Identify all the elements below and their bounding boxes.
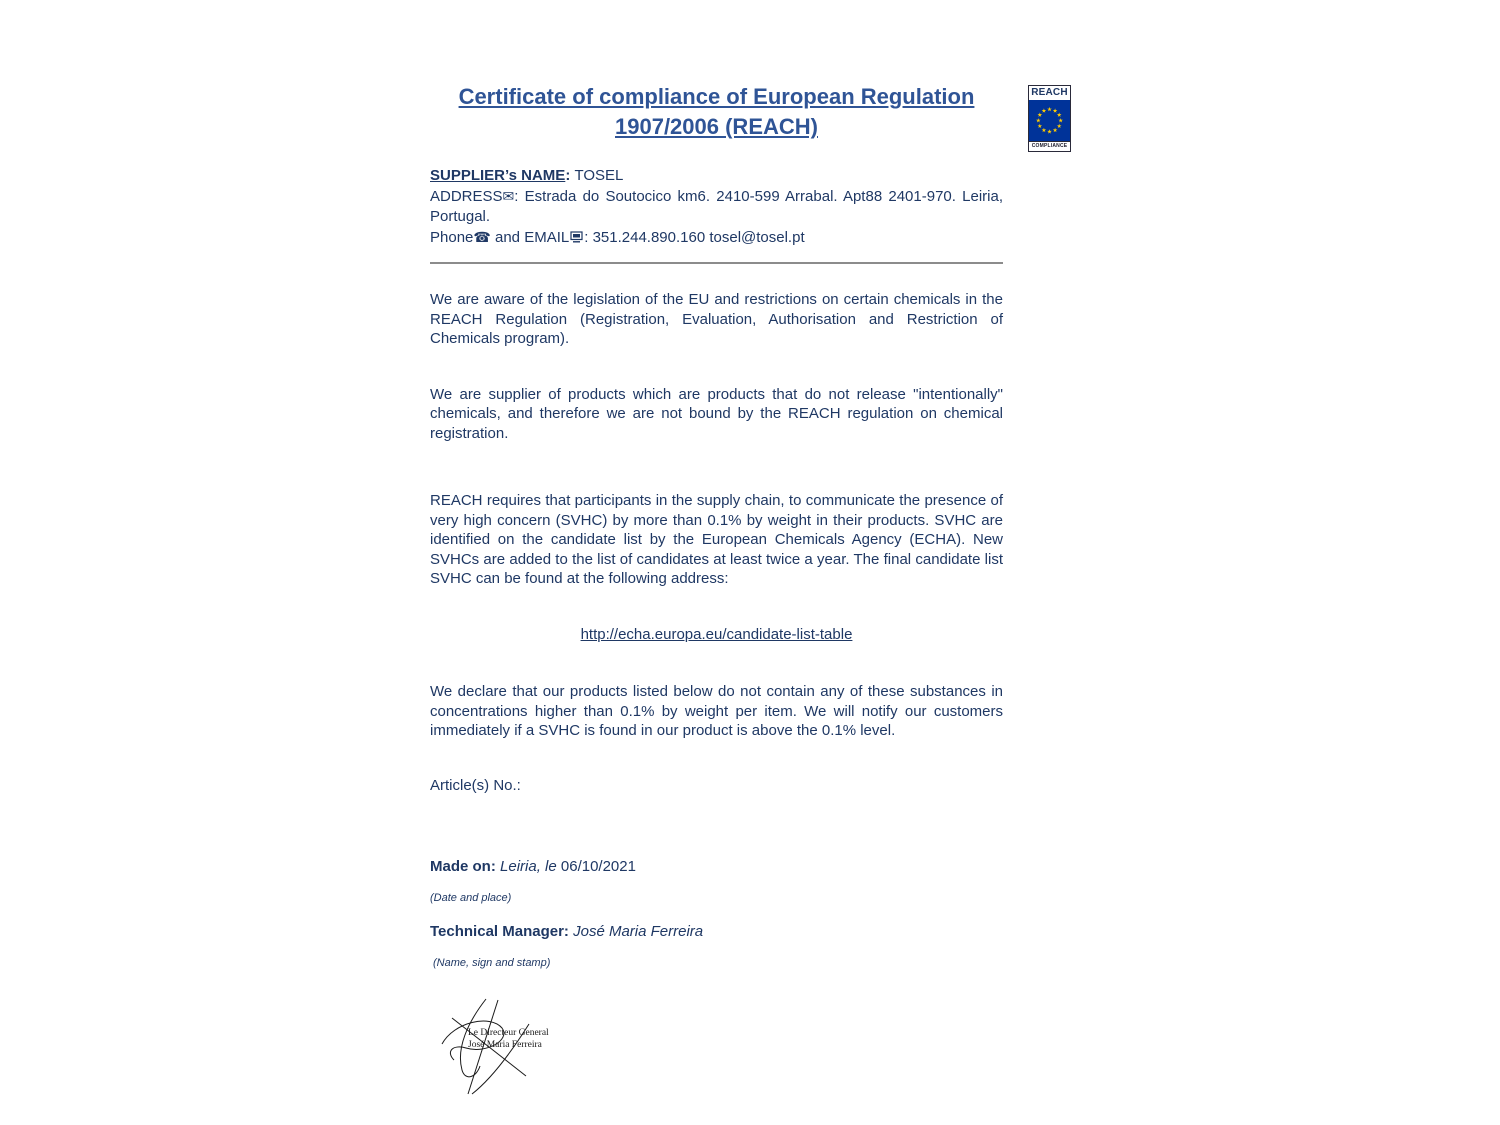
contact-value: 351.244.890.160 tosel@tosel.pt [592,229,805,246]
articles-label: Article(s) No.: [430,776,521,794]
made-on-date: 06/10/2021 [560,858,636,875]
address-label: ADDRESS [430,188,503,205]
technical-manager-name: José Maria Ferreira [568,923,704,940]
signature-line-1: Le Directeur General [468,1028,549,1038]
sign-stamp-note: (Name, sign and stamp) [433,957,551,969]
supplier-contact-line [430,227,1003,248]
reach-logo-compliance-label: COMPLIANCE [1029,141,1070,151]
title-line-2: 1907/2006 (REACH) [615,114,818,139]
phone-label: Phone [430,229,474,246]
paragraph-declaration: We declare that our products listed below do not contain any of these substances in concentrations higher than 0.1% by weight per item. We will notify our customers immediately if a SVHC is found in our product is above the 0.1% level. [430,683,1003,739]
supplier-address-line [430,186,1003,227]
signature-block [434,996,574,1101]
address-sep: : [514,188,525,205]
title-line-1: Certificate of compliance of European Regulation [458,84,975,109]
made-on-place: Leiria, le [495,858,561,875]
reach-logo-label: REACH [1031,87,1068,98]
date-place-note: (Date and place) [430,892,512,904]
signature-text [468,1027,549,1051]
email-label: and EMAIL [490,229,570,246]
paragraph-reach-awareness: We are aware of the legislation of the EU and restrictions on certain chemicals in the REACH Regulation (Registration, Evaluation, Authorisation and Restriction of Chemicals program). [430,291,1003,347]
envelope-icon: ✉ [502,188,515,204]
section-divider [430,262,1003,264]
technical-manager-label: Technical Manager: [430,923,569,940]
technical-manager-line [430,922,1003,941]
supplier-name-value: TOSEL [574,167,624,184]
address-value: Estrada do Soutocico km6. 2410-599 Arrabal. Apt88 2401-970. Leiria, Portugal. [430,188,1003,225]
made-on-label: Made on: [430,858,496,875]
supplier-name-sep: : [565,167,575,184]
candidate-list-link[interactable]: http://echa.europa.eu/candidate-list-table [580,625,853,643]
phone-icon: ☎ [473,229,491,245]
contact-sep: : [584,229,593,246]
document-content [430,82,1003,1101]
paragraph-supplier-statement: We are supplier of products which are products that do not release "intentionally" chemicals, and therefore we are not bound by the REACH regulation on chemical registration. [430,385,1003,442]
reach-compliance-logo [1028,85,1071,152]
signature-line-2: José Maria Ferreira [468,1040,542,1050]
eu-flag-icon [1029,100,1070,141]
candidate-list-link-row [430,625,1003,645]
supplier-name-label: SUPPLIER’s NAME [430,167,566,184]
page-title [430,82,1003,142]
supplier-block [430,166,1003,248]
paragraph-svhc-requirements: REACH requires that participants in the supply chain, to communicate the presence of very high concern (SVHC) by more than 0.1% by weight in their products. SVHC are identified on the candidate list by the European Chemicals Agency (ECHA). New SVHCs are added to the list of candidates at least twice a year. The final candidate list SVHC can be found at the following address: [430,492,1003,587]
computer-icon [570,231,583,243]
supplier-name-line [430,166,1003,186]
made-on-line [430,857,1003,876]
